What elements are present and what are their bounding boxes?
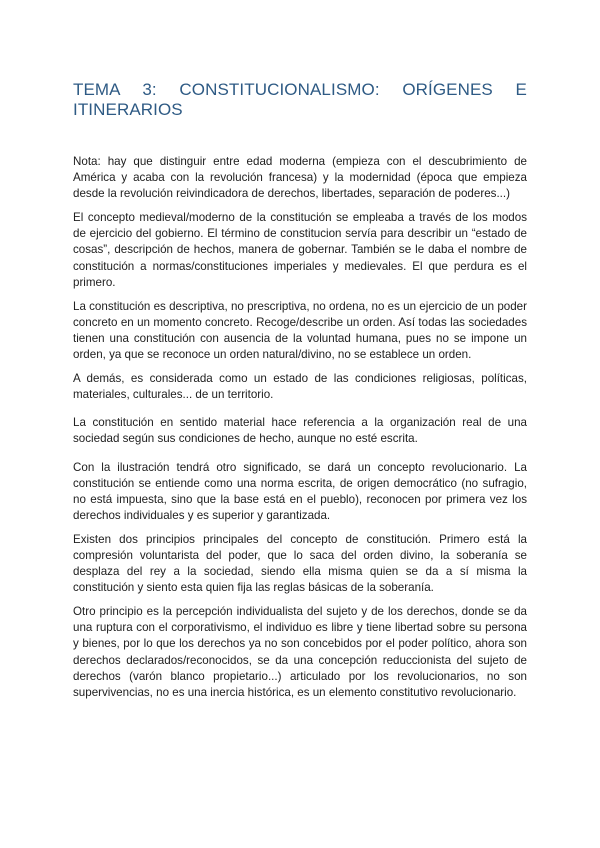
paragraph-principios: Existen dos principios principales del concepto de constitución. Primero está la compresión voluntarista del poder, que lo saca del orden divino, la soberanía se desplaza del rey a la sociedad, siendo ella misma quien se da a sí misma la constitución y siento esta quien fija las reglas básicas de la soberanía. — [73, 532, 527, 595]
paragraph-ademas: A demás, es considerada como un estado de las condiciones religiosas, políticas, materiales, culturales... de un territorio. — [73, 372, 527, 402]
paragraph-concepto-medieval: El concepto medieval/moderno de la constitución se empleaba a través de los modos de ejercicio del gobierno. El término de constitucion servía para describir un “estado de cosas”, descripción de hechos, manera de gobernar. También se le daba el nombre de constitución a normas/constituciones imperiales y medievales. El que perdura es el primero. — [73, 211, 527, 289]
paragraph-nota: Nota: hay que distinguir entre edad moderna (empieza con el descubrimiento de América y acaba con la revolución francesa) y la modernidad (época que empieza desde la revolución reivindicadora de derechos, libertades, separación de poderes...) — [73, 155, 527, 201]
page-title: TEMA 3: CONSTITUCIONALISMO: ORÍGENES E ITINERARIOS — [73, 80, 527, 119]
paragraph-descriptiva: La constitución es descriptiva, no prescriptiva, no ordena, no es un ejercicio de un poder concreto en un momento concreto. Recoge/describe un orden. Así todas las sociedades tienen una constitución con ausencia de la voluntad humana, pues no se impone un orden, ya que se reconoce un orden natural/divino, no se establece un orden. — [73, 299, 527, 362]
paragraph-ilustracion: Con la ilustración tendrá otro significado, se dará un concepto revolucionario. La constitución se entiende como una norma escrita, de origen democrático (no sufragio, no está impuesta, sino que la base está en el pueblo), reconocen por primera vez los derechos individuales y es superior y garantizada. — [73, 460, 527, 522]
paragraph-sentido-material: La constitución en sentido material hace referencia a la organización real de una sociedad según sus condiciones de hecho, aunque no esté escrita. — [73, 416, 527, 446]
paragraph-individualista: Otro principio es la percepción individualista del sujeto y de los derechos, donde se da una ruptura con el corporativismo, el individuo es libre y tiene libertad sobre su persona y bienes, por lo que los derechos ya no son concebidos por el poder político, ahora son derechos declarados/reconocidos, se da una concepción reduccionista del sujeto de derechos (varón blanco propietario...) articulado por los revolucionarios, no son supervivencias, no es una inercia histórica, es un elemento constitutivo revolucionario. — [73, 605, 527, 699]
